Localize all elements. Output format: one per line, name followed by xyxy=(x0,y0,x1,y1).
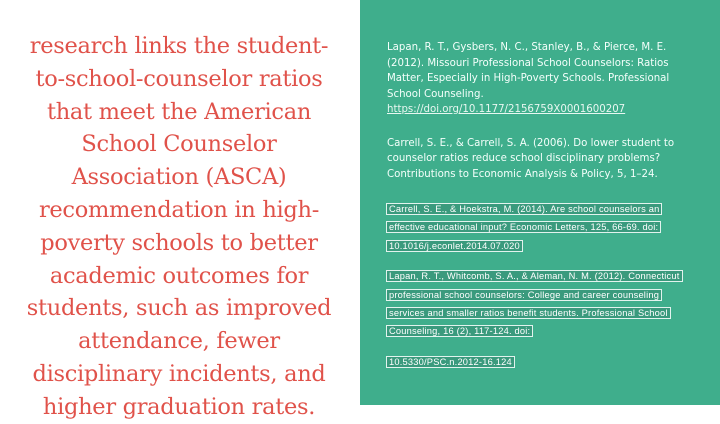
reference-text: Carrell, S. E., & Carrell, S. A. (2006). Do lower student to counselor ratios reduce school disciplinary problems? Contributions to Economic Analysis & Policy, 5, 1–24. xyxy=(387,137,675,180)
doi-link[interactable]: https://doi.org/10.1177/2156759X0001600207 xyxy=(387,104,626,115)
reference-lapan-2012-connecticut xyxy=(387,267,697,341)
reference-list xyxy=(387,40,697,383)
reference-carrell-2006 xyxy=(387,136,697,183)
reference-continuation xyxy=(387,353,697,371)
reference-text: Lapan, R. T., Gysbers, N. C., Stanley, B., & Pierce, M. E. (2012). Missouri Professional School Counselors: Ratios Matter, Especially in High-Poverty Schools. Professional School Counseling. xyxy=(387,42,670,100)
reference-lapan-2012-missouri xyxy=(387,40,697,118)
left-panel xyxy=(0,0,360,420)
references-panel xyxy=(360,0,720,405)
reference-carrell-hoekstra-2014 xyxy=(387,200,697,255)
reference-text: Lapan, R. T., Whitcomb, S. A., & Aleman, N. M. (2012). Connecticut professional school counselors: College and career counseling services and smaller ratios benefit students. Professional School Counseling, 16 (2), 117-124. doi: xyxy=(389,271,680,337)
reference-text: Carrell, S. E., & Hoekstra, M. (2014). Are school counselors an effective educational input? Economic Letters, 125, 66-69. doi: 10.1016/j.econlet.2014.07.020 xyxy=(389,204,660,251)
reference-doi: 10.5330/PSC.n.2012-16.124 xyxy=(389,356,512,367)
headline: research links the student-to-school-counselor ratios that meet the American School Counselor Association (ASCA) recommendation in high-poverty schools to better academic outcomes for students, such as improved attendance, fewer disciplinary incidents, and higher graduation rates. xyxy=(26,33,332,420)
